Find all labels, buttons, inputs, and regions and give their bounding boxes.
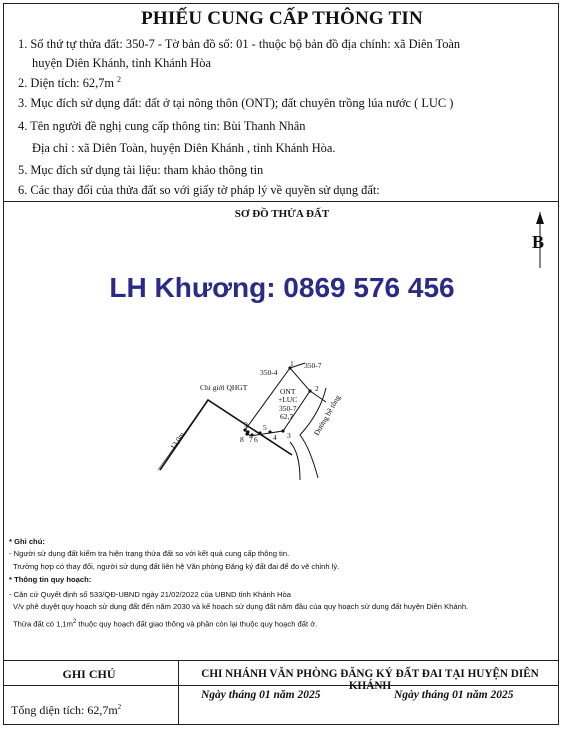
footer-date-right: Ngày tháng 01 năm 2025 xyxy=(394,689,514,701)
planning-line-3 xyxy=(13,619,317,629)
label-area: 62,7 xyxy=(280,412,294,421)
label-p9: 9 xyxy=(244,420,248,429)
label-p5: 5 xyxy=(263,423,267,432)
page-title: PHIẾU CUNG CẤP THÔNG TIN xyxy=(141,8,423,29)
contact-banner: LH Khương: 0869 576 456 xyxy=(109,272,455,303)
info-line-3: 3. Mục đích sử dụng đất: đất ở tại nông thôn (ONT); đất chuyên trồng lúa nước ( LUC ) xyxy=(18,96,454,110)
info-line-6: 6. Các thay đổi của thửa đất so với giấy tờ pháp lý về quyền sử dụng đất: xyxy=(18,183,380,197)
label-parcel-right: 350-7 xyxy=(304,361,322,370)
label-chi-gioi: Chỉ giới QHGT xyxy=(200,383,248,392)
label-land-type-2: +LUC xyxy=(278,395,298,404)
info-line-5: 5. Mục đích sử dụng tài liệu: tham khảo thông tin xyxy=(18,163,264,177)
footer-top-line xyxy=(3,660,559,661)
label-p6: 6 xyxy=(254,435,258,444)
total-area-sup: 2 xyxy=(117,703,122,711)
area-text: 2. Diện tích: 62,7m xyxy=(18,76,115,91)
label-road: Đường bê tông xyxy=(311,393,343,437)
total-area-text: Tổng diện tích: 62,7m xyxy=(11,703,118,717)
info-line-1: 1. Số thứ tự thửa đất: 350-7 - Tờ bản đồ số: 01 - thuộc bộ bản đồ địa chính: xã Diên Toàn xyxy=(18,37,461,51)
label-p7: 7 xyxy=(249,435,253,444)
planning-line-3-text: Thửa đất có 1,1m xyxy=(13,619,73,629)
info-line-2 xyxy=(18,75,121,91)
planning-line-3-sup: 2 xyxy=(72,619,77,625)
footer-ghi-chu: GHI CHÚ xyxy=(62,667,116,681)
label-length: 13,0m xyxy=(168,430,187,452)
planning-line-2: V/v phê duyệt quy hoạch sử dụng đất đến năm 2030 và kế hoạch sử dụng đất năm đầu của quy hoạch sử dụng đất huyện Diên Khánh. xyxy=(13,602,469,611)
info-line-4: 4. Tên người đề nghị cung cấp thông tin: Bùi Thanh Nhân xyxy=(18,119,306,133)
label-p1: 1 xyxy=(290,359,294,368)
footer-date-left: Ngày tháng 01 năm 2025 xyxy=(201,689,321,701)
note-line-2: Trường hợp có thay đổi, người sử dụng đất liên hệ Văn phòng Đăng ký đất đai để đo vẽ chỉnh lý. xyxy=(13,562,340,571)
info-line-4b: Địa chỉ : xã Diên Toàn, huyện Diên Khánh , tỉnh Khánh Hòa. xyxy=(32,141,336,155)
area-sup: 2 xyxy=(117,75,122,84)
info-line-1b: huyện Diên Khánh, tỉnh Khánh Hòa xyxy=(32,56,211,70)
north-letter: B xyxy=(532,232,545,252)
label-land-type: ONT xyxy=(280,387,296,396)
note-title: * Ghi chú: xyxy=(9,537,45,546)
footer-divider xyxy=(178,660,179,725)
label-p3: 3 xyxy=(287,431,291,440)
label-p2: 2 xyxy=(315,384,319,393)
footer-total-area xyxy=(11,703,121,718)
parcel-map xyxy=(150,358,370,488)
label-parcel-left: 350-4 xyxy=(260,368,278,377)
label-p4: 4 xyxy=(273,433,277,442)
planning-line-3-rest: thuộc quy hoạch đất giao thông và phần còn lại thuộc quy hoạch đất ở. xyxy=(76,619,318,629)
planning-title: * Thông tin quy hoạch: xyxy=(9,575,92,584)
label-p8: 8 xyxy=(240,435,244,444)
label-parcel-no: 350-7 xyxy=(279,404,297,413)
planning-line-1: - Căn cứ Quyết định số 533/QĐ-UBND ngày 21/02/2022 của UBND tỉnh Khánh Hòa xyxy=(9,590,291,599)
diagram-title: SƠ ĐỒ THỬA ĐẤT xyxy=(234,208,330,220)
footer-branch: CHI NHÁNH VĂN PHÒNG ĐĂNG KÝ ĐẤT ĐAI TẠI HUYỆN DIÊN KHÁNH xyxy=(201,668,539,692)
note-line-1: - Người sử dụng đất kiểm tra hiện trạng thửa đất so với kết quả cung cấp thông tin. xyxy=(9,549,290,558)
divider xyxy=(3,201,559,202)
